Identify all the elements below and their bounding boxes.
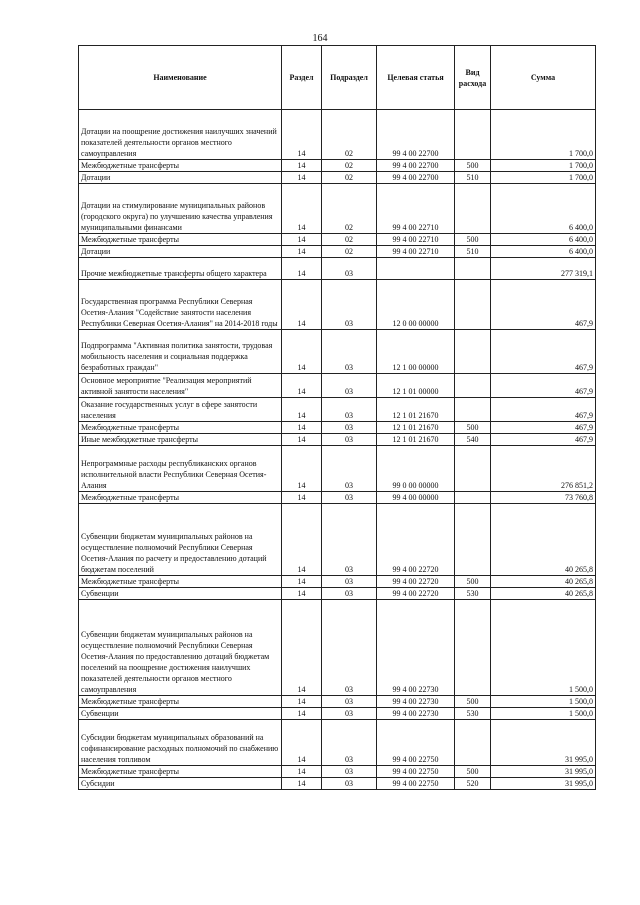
cell-section: 14: [282, 778, 322, 790]
table-row: [79, 280, 596, 330]
cell-type: [455, 446, 491, 492]
cell-amount: 6 400,0: [491, 246, 596, 258]
table-row: [79, 330, 596, 374]
cell-target: 99 4 00 22710: [377, 246, 455, 258]
cell-target: 12 1 01 21670: [377, 434, 455, 446]
cell-type: 500: [455, 766, 491, 778]
cell-subsection: 03: [322, 258, 377, 280]
cell-name: Межбюджетные трансферты: [79, 576, 282, 588]
cell-name: Субсидии бюджетам муниципальных образований на софинансирование расходных полномочий по снабжению населения топливом: [79, 720, 282, 766]
table-row: [79, 434, 596, 446]
cell-amount: 277 319,1: [491, 258, 596, 280]
table-row: [79, 588, 596, 600]
cell-name: Дотации: [79, 172, 282, 184]
table-row: [79, 234, 596, 246]
cell-target: 99 4 00 22730: [377, 696, 455, 708]
cell-amount: 1 700,0: [491, 110, 596, 160]
col-header-name: Наименование: [79, 46, 282, 110]
cell-section: 14: [282, 234, 322, 246]
cell-subsection: 03: [322, 280, 377, 330]
cell-type: 500: [455, 696, 491, 708]
table-row: [79, 184, 596, 234]
col-header-target: Целевая статья: [377, 46, 455, 110]
cell-amount: 31 995,0: [491, 766, 596, 778]
table-row: [79, 778, 596, 790]
table-row: [79, 600, 596, 696]
col-header-subsection: Подраздел: [322, 46, 377, 110]
cell-subsection: 03: [322, 576, 377, 588]
table-row: [79, 258, 596, 280]
cell-target: 99 4 00 22750: [377, 766, 455, 778]
cell-subsection: 03: [322, 778, 377, 790]
cell-section: 14: [282, 446, 322, 492]
cell-type: 540: [455, 434, 491, 446]
cell-subsection: 02: [322, 110, 377, 160]
table-row: [79, 576, 596, 588]
cell-type: 510: [455, 246, 491, 258]
cell-subsection: 02: [322, 234, 377, 246]
cell-type: 520: [455, 778, 491, 790]
cell-target: 12 0 00 00000: [377, 280, 455, 330]
cell-target: 99 4 00 22700: [377, 172, 455, 184]
cell-subsection: 02: [322, 160, 377, 172]
cell-amount: 40 265,8: [491, 504, 596, 576]
cell-subsection: 03: [322, 422, 377, 434]
cell-amount: 1 700,0: [491, 160, 596, 172]
cell-subsection: 03: [322, 600, 377, 696]
cell-type: [455, 184, 491, 234]
cell-subsection: 03: [322, 398, 377, 422]
cell-subsection: 03: [322, 374, 377, 398]
cell-type: 500: [455, 234, 491, 246]
cell-subsection: 02: [322, 172, 377, 184]
cell-name: Субвенции: [79, 588, 282, 600]
cell-name: Межбюджетные трансферты: [79, 696, 282, 708]
cell-amount: 40 265,8: [491, 576, 596, 588]
cell-name: Субвенции: [79, 708, 282, 720]
cell-type: 500: [455, 576, 491, 588]
cell-amount: 1 500,0: [491, 600, 596, 696]
cell-target: 99 4 00 22750: [377, 720, 455, 766]
cell-section: 14: [282, 374, 322, 398]
cell-target: 99 4 00 22710: [377, 184, 455, 234]
cell-amount: 6 400,0: [491, 184, 596, 234]
cell-name: Прочие межбюджетные трансферты общего характера: [79, 258, 282, 280]
cell-type: [455, 280, 491, 330]
cell-amount: 467,9: [491, 330, 596, 374]
cell-amount: 467,9: [491, 398, 596, 422]
cell-name: Межбюджетные трансферты: [79, 492, 282, 504]
cell-subsection: 03: [322, 504, 377, 576]
cell-section: 14: [282, 398, 322, 422]
cell-subsection: 03: [322, 708, 377, 720]
cell-name: Непрограммные расходы республиканских органов исполнительной власти Республики Северная Осетия-Алания: [79, 446, 282, 492]
cell-target: [377, 258, 455, 280]
cell-amount: 31 995,0: [491, 720, 596, 766]
cell-target: 99 4 00 22730: [377, 708, 455, 720]
cell-target: 12 1 00 00000: [377, 330, 455, 374]
cell-amount: 467,9: [491, 280, 596, 330]
cell-section: 14: [282, 246, 322, 258]
col-header-type: [455, 46, 491, 110]
table-row: [79, 160, 596, 172]
cell-target: 12 1 01 21670: [377, 422, 455, 434]
table-row: [79, 696, 596, 708]
cell-type: [455, 504, 491, 576]
cell-name: Оказание государственных услуг в сфере занятости населения: [79, 398, 282, 422]
cell-section: 14: [282, 160, 322, 172]
cell-target: 99 4 00 22730: [377, 600, 455, 696]
cell-name: Подпрограмма "Активная политика занятости, трудовая мобильность населения и социальная поддержка безработных граждан": [79, 330, 282, 374]
cell-name: Межбюджетные трансферты: [79, 160, 282, 172]
cell-type: [455, 258, 491, 280]
cell-section: 14: [282, 576, 322, 588]
cell-section: 14: [282, 504, 322, 576]
cell-subsection: 02: [322, 246, 377, 258]
cell-subsection: 03: [322, 766, 377, 778]
cell-name: Основное мероприятие "Реализация мероприятий активной занятости населения": [79, 374, 282, 398]
cell-type: 500: [455, 422, 491, 434]
cell-name: Межбюджетные трансферты: [79, 766, 282, 778]
cell-subsection: 03: [322, 588, 377, 600]
table-row: [79, 422, 596, 434]
cell-target: 99 4 00 22710: [377, 234, 455, 246]
cell-subsection: 03: [322, 446, 377, 492]
table-row: [79, 246, 596, 258]
cell-name: Субвенции бюджетам муниципальных районов на осуществление полномочий Республики Северная Осетия-Алания по предоставлению дотаций бюджетам поселений на поощрение достижения наилучших показателей деятельности органов местного самоуправления: [79, 600, 282, 696]
cell-section: 14: [282, 422, 322, 434]
cell-name: Иные межбюджетные трансферты: [79, 434, 282, 446]
cell-subsection: 03: [322, 330, 377, 374]
table-header-row: [79, 46, 596, 110]
table-row: [79, 398, 596, 422]
table-row: [79, 492, 596, 504]
cell-target: 12 1 01 21670: [377, 398, 455, 422]
cell-name: Субвенции бюджетам муниципальных районов на осуществление полномочий Республики Северная Осетия-Алания по расчету и предоставлению дотаций бюджетам поселений: [79, 504, 282, 576]
cell-section: 14: [282, 434, 322, 446]
cell-target: 99 4 00 22750: [377, 778, 455, 790]
cell-target: 12 1 01 00000: [377, 374, 455, 398]
col-header-type-line2: расхода: [458, 78, 487, 88]
cell-target: 99 4 00 22720: [377, 504, 455, 576]
cell-name: Дотации на поощрение достижения наилучших значений показателей деятельности органов местного самоуправления: [79, 110, 282, 160]
budget-table: [78, 45, 596, 790]
cell-type: [455, 720, 491, 766]
page-number: 164: [312, 33, 328, 44]
cell-subsection: 03: [322, 434, 377, 446]
cell-section: 14: [282, 258, 322, 280]
cell-name: Субсидии: [79, 778, 282, 790]
cell-type: [455, 374, 491, 398]
cell-type: [455, 330, 491, 374]
cell-name: Государственная программа Республики Северная Осетия-Алания "Содействие занятости населения Республики Северная Осетия-Алания" на 2014-2018 годы: [79, 280, 282, 330]
cell-type: 530: [455, 588, 491, 600]
cell-amount: 1 700,0: [491, 172, 596, 184]
cell-subsection: 03: [322, 696, 377, 708]
cell-target: 99 4 00 22720: [377, 588, 455, 600]
cell-section: 14: [282, 184, 322, 234]
table-row: [79, 504, 596, 576]
cell-section: 14: [282, 330, 322, 374]
cell-name: Дотации на стимулирование муниципальных районов (городского округа) по улучшению качества управления муниципальными финансами: [79, 184, 282, 234]
cell-amount: 1 500,0: [491, 696, 596, 708]
table-row: [79, 708, 596, 720]
cell-amount: 467,9: [491, 422, 596, 434]
col-header-section: Раздел: [282, 46, 322, 110]
cell-amount: 467,9: [491, 434, 596, 446]
cell-type: [455, 600, 491, 696]
cell-section: 14: [282, 766, 322, 778]
col-header-amount: Сумма: [491, 46, 596, 110]
cell-name: Межбюджетные трансферты: [79, 234, 282, 246]
cell-type: 530: [455, 708, 491, 720]
cell-section: 14: [282, 492, 322, 504]
cell-type: 510: [455, 172, 491, 184]
cell-section: 14: [282, 708, 322, 720]
cell-target: 99 4 00 00000: [377, 492, 455, 504]
cell-amount: 6 400,0: [491, 234, 596, 246]
cell-name: Дотации: [79, 246, 282, 258]
cell-subsection: 03: [322, 720, 377, 766]
table-row: [79, 766, 596, 778]
col-header-type-line1: Вид: [465, 67, 480, 77]
cell-target: 99 4 00 22700: [377, 160, 455, 172]
cell-amount: 31 995,0: [491, 778, 596, 790]
cell-amount: 1 500,0: [491, 708, 596, 720]
cell-type: [455, 110, 491, 160]
cell-type: 500: [455, 160, 491, 172]
cell-target: 99 4 00 22720: [377, 576, 455, 588]
cell-subsection: 02: [322, 184, 377, 234]
cell-section: 14: [282, 600, 322, 696]
cell-name: Межбюджетные трансферты: [79, 422, 282, 434]
cell-section: 14: [282, 720, 322, 766]
cell-section: 14: [282, 280, 322, 330]
table-row: [79, 172, 596, 184]
cell-section: 14: [282, 110, 322, 160]
cell-target: 99 4 00 22700: [377, 110, 455, 160]
cell-type: [455, 398, 491, 422]
cell-type: [455, 492, 491, 504]
cell-section: 14: [282, 588, 322, 600]
table-row: [79, 110, 596, 160]
cell-section: 14: [282, 696, 322, 708]
cell-amount: 40 265,8: [491, 588, 596, 600]
cell-amount: 467,9: [491, 374, 596, 398]
cell-section: 14: [282, 172, 322, 184]
cell-amount: 73 760,8: [491, 492, 596, 504]
cell-target: 99 0 00 00000: [377, 446, 455, 492]
table-row: [79, 446, 596, 492]
cell-amount: 276 851,2: [491, 446, 596, 492]
table-row: [79, 720, 596, 766]
table-row: [79, 374, 596, 398]
cell-subsection: 03: [322, 492, 377, 504]
